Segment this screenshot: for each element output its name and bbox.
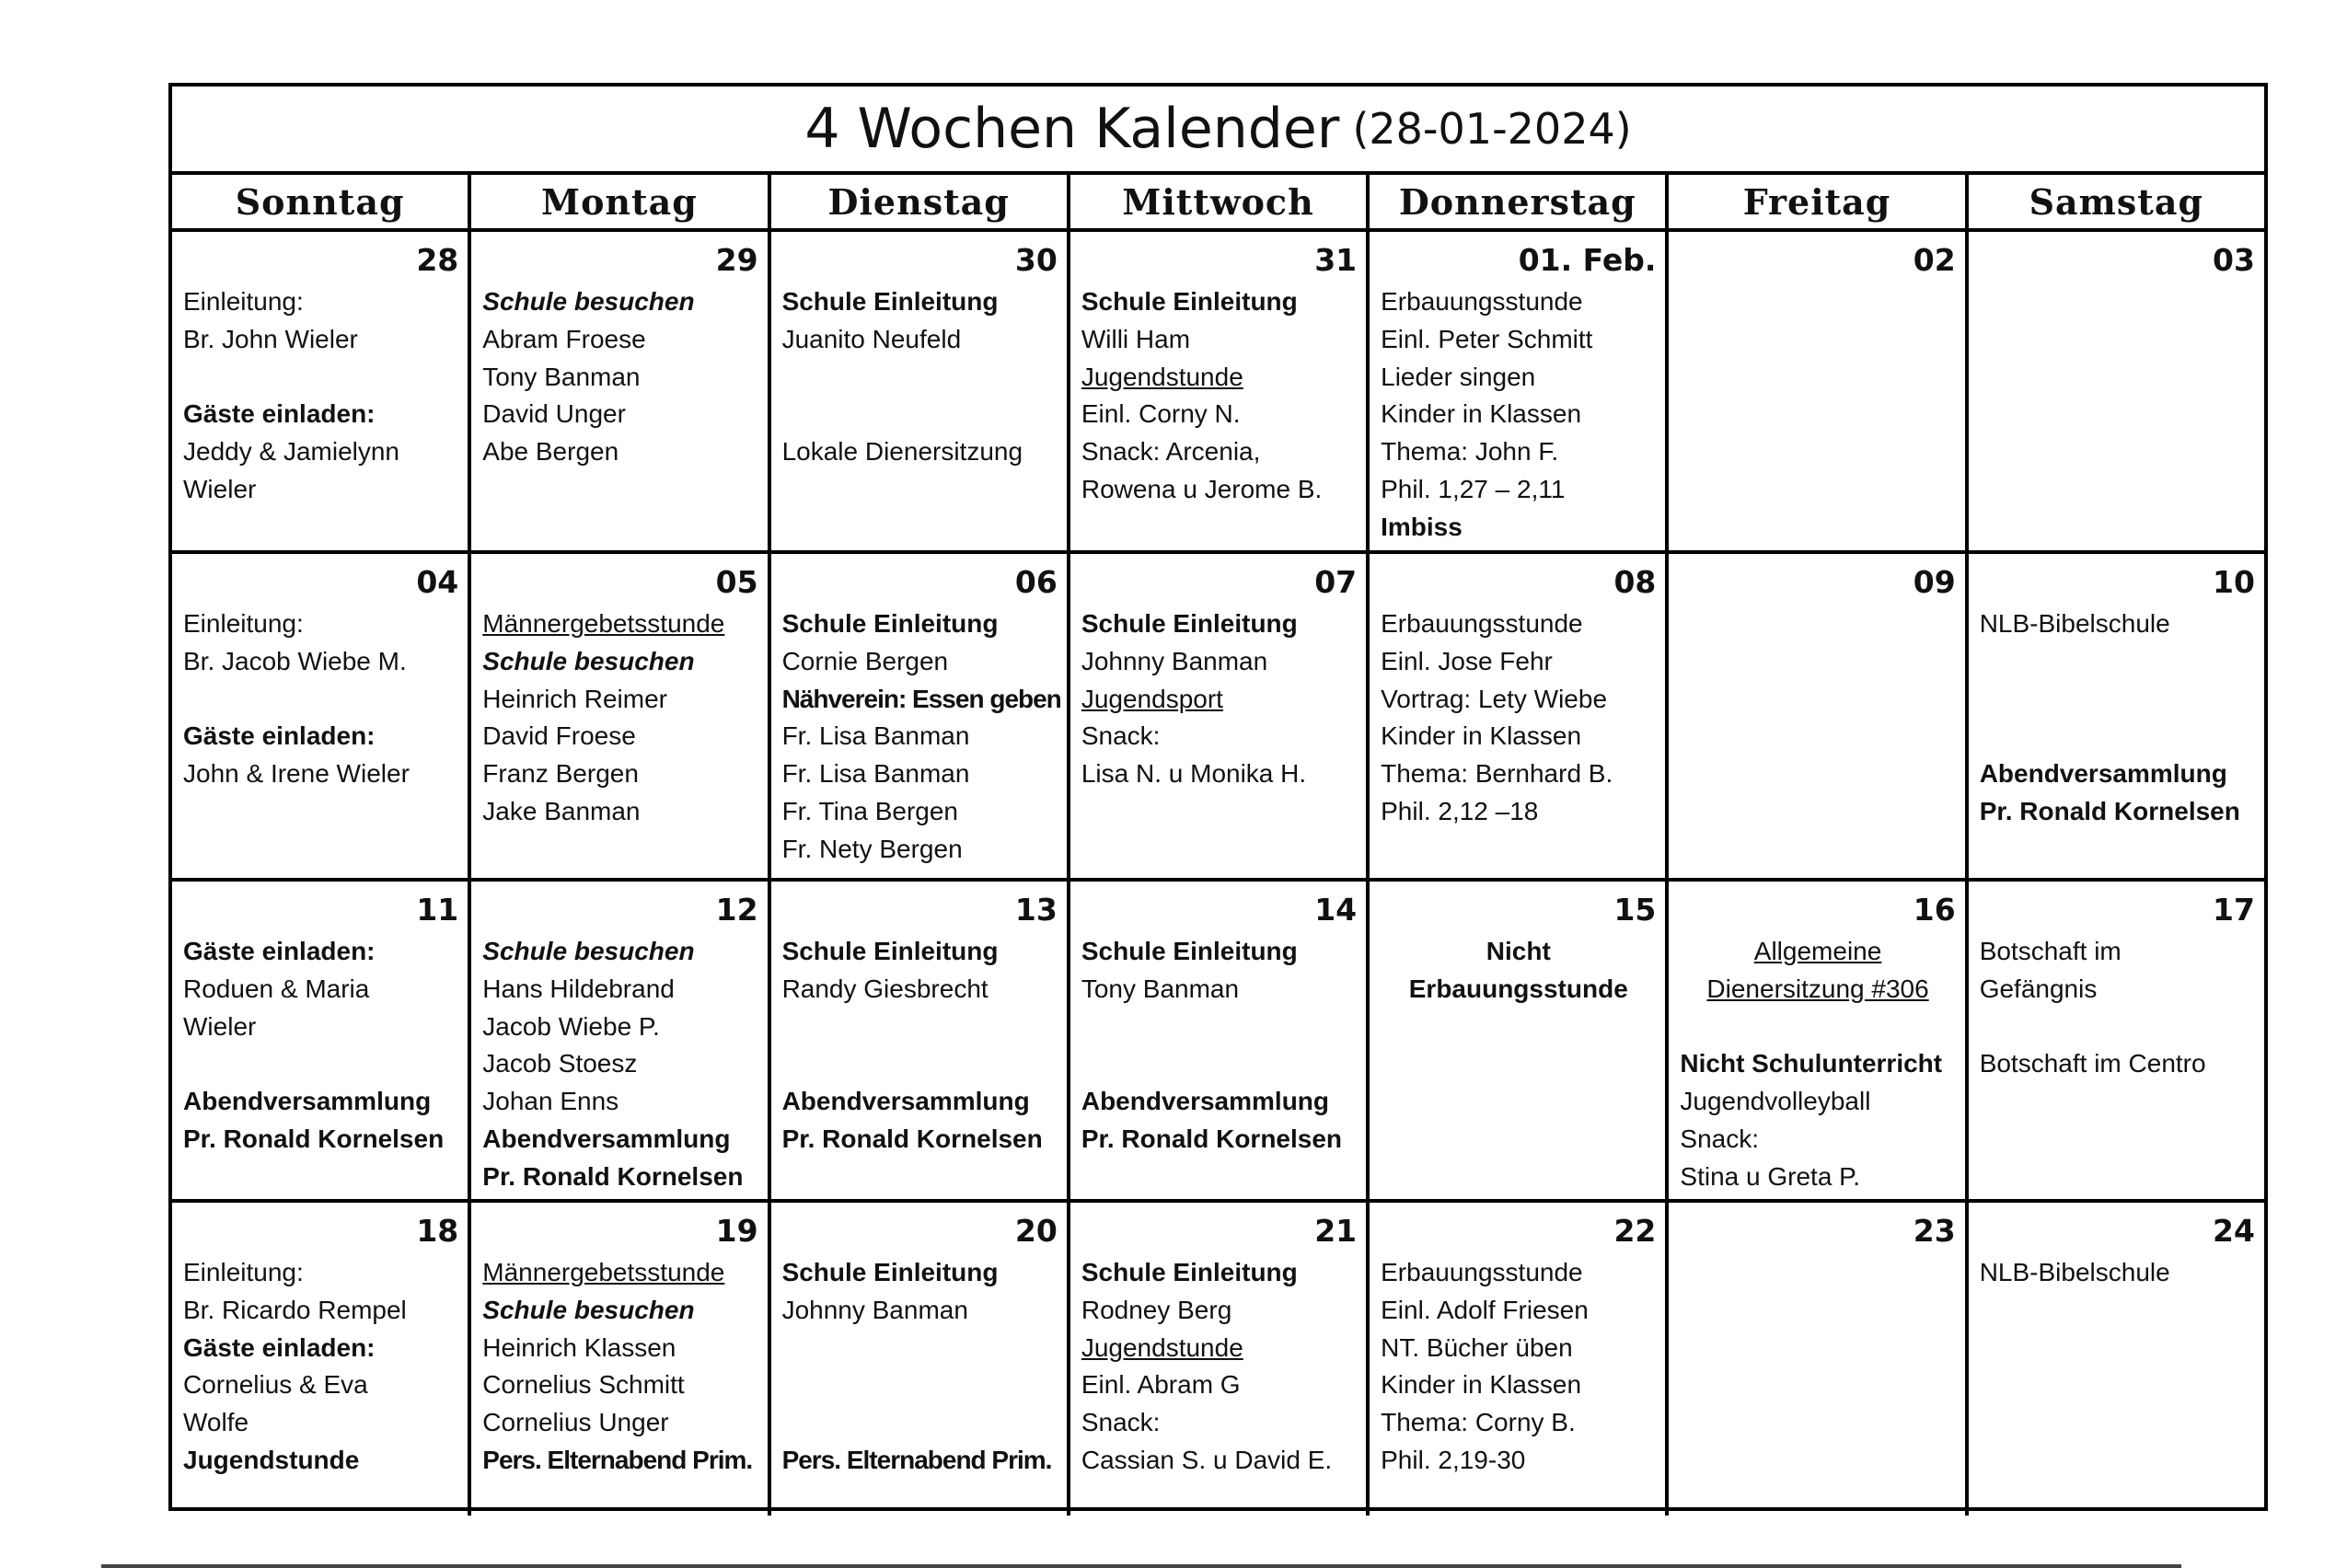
day-number: 10 (2213, 564, 2255, 600)
event-line: Pr. Ronald Kornelsen (781, 1124, 1043, 1153)
event-line: Schule besuchen (482, 646, 695, 675)
event-line: Einleitung: (183, 609, 304, 638)
event-line: Fr. Nety Bergen (781, 834, 963, 863)
day-number: 11 (416, 892, 459, 928)
day-number: 08 (1613, 564, 1657, 600)
event-line (1980, 1009, 2255, 1046)
event-line: Kinder in Klassen (1381, 399, 1582, 429)
day-number: 02 (1913, 242, 1956, 278)
event-line: Allgemeine (1753, 937, 1882, 965)
event-line: Johnny Banman (781, 1295, 968, 1324)
day-number: 16 (1913, 892, 1956, 928)
day-cell (1669, 1203, 1968, 1516)
event-line: Br. Ricardo Rempel (183, 1295, 407, 1324)
event-line: Cornelius & Eva (183, 1370, 368, 1400)
day-cell (1969, 554, 2264, 878)
event-line: Einl. Abram G (1081, 1370, 1241, 1400)
day-number: 14 (1314, 892, 1358, 928)
title-date: (28-01-2024) (1352, 104, 1632, 154)
day-cell (1070, 554, 1370, 878)
event-line: Imbiss (1381, 512, 1463, 541)
event-line: Jugendstunde (1081, 1332, 1243, 1362)
event-line: Botschaft im (1979, 937, 2122, 965)
day-number: 19 (715, 1213, 758, 1249)
day-cell (771, 882, 1070, 1199)
event-line: Juanito Neufeld (781, 324, 962, 353)
event-line: Nicht Schulunterricht (1680, 1049, 1943, 1078)
day-cell (1370, 1203, 1669, 1516)
event-line: David Unger (482, 399, 626, 429)
day-number: 03 (2213, 242, 2255, 278)
event-line: Tony Banman (1081, 974, 1240, 1003)
event-line: Snack: (1680, 1124, 1760, 1153)
day-number: 22 (1613, 1213, 1657, 1249)
day-cell (172, 882, 471, 1199)
weekday-donnerstag: Donnerstag (1370, 175, 1669, 228)
event-line: Stina u Greta P. (1680, 1161, 1861, 1191)
event-line: Willi Ham (1081, 324, 1191, 353)
day-cell (1070, 1203, 1370, 1516)
day-cell (771, 554, 1070, 878)
event-line: Botschaft im Centro (1979, 1049, 2206, 1078)
event-line: Wieler (183, 474, 257, 503)
event-line: Schule besuchen (482, 937, 695, 965)
event-line: Schule Einleitung (781, 609, 999, 638)
day-cell (1669, 554, 1968, 878)
event-line: Gefängnis (1979, 974, 2098, 1003)
event-line: Thema: Bernhard B. (1381, 759, 1613, 789)
day-number: 09 (1913, 564, 1956, 600)
weekday-montag: Montag (471, 175, 770, 228)
event-line (782, 1045, 1058, 1083)
event-line: Pr. Ronald Kornelsen (1081, 1124, 1343, 1153)
event-line: Einl. Jose Fehr (1381, 646, 1553, 675)
day-cell (1669, 232, 1968, 550)
day-cell (471, 232, 770, 550)
event-line: Jacob Stoesz (482, 1049, 638, 1078)
event-line: Kinder in Klassen (1381, 1370, 1582, 1400)
event-line: Einleitung: (183, 1258, 304, 1286)
day-cell (1969, 882, 2264, 1199)
day-cell (471, 882, 770, 1199)
event-line: Jugendsport (1081, 684, 1223, 713)
day-number: 17 (2213, 892, 2255, 928)
event-line: Fr. Lisa Banman (781, 759, 970, 789)
event-line: Schule Einleitung (1081, 937, 1298, 965)
day-number: 04 (416, 564, 459, 600)
day-cell (1370, 882, 1669, 1199)
week-row (172, 232, 2264, 554)
event-line: Einleitung: (183, 287, 304, 316)
day-number: 28 (416, 242, 459, 278)
event-line: Abendversammlung (1979, 759, 2227, 789)
event-line: Pr. Ronald Kornelsen (1979, 796, 2240, 825)
event-line: Snack: (1081, 1408, 1161, 1437)
event-line: Cassian S. u David E. (1081, 1445, 1333, 1474)
day-cell (1969, 232, 2264, 550)
event-line (782, 1009, 1058, 1046)
day-number: 29 (715, 242, 758, 278)
day-cell (1070, 882, 1370, 1199)
event-line: Gäste einladen: (183, 721, 376, 751)
event-line: Jugendstunde (183, 1445, 360, 1474)
event-line (183, 681, 458, 719)
day-cell (771, 232, 1070, 550)
event-line: Schule Einleitung (781, 1258, 999, 1286)
day-number: 20 (1014, 1213, 1058, 1249)
day-number: 21 (1314, 1213, 1358, 1249)
event-line: Schule besuchen (482, 1295, 695, 1324)
day-number: 15 (1613, 892, 1657, 928)
event-line (1081, 1045, 1357, 1083)
day-cell (1070, 232, 1370, 550)
day-number: 05 (715, 564, 758, 600)
event-line: Johnny Banman (1081, 646, 1268, 675)
event-line: Lokale Dienersitzung (781, 437, 1023, 467)
day-cell (1370, 232, 1669, 550)
event-line: Männergebetsstunde (482, 609, 725, 638)
event-line: Tony Banman (482, 362, 641, 391)
title-text: 4 Wochen Kalender (804, 97, 1340, 161)
event-line: Jugendvolleyball (1680, 1087, 1871, 1116)
event-line: Abendversammlung (482, 1124, 731, 1153)
day-number: 13 (1014, 892, 1058, 928)
event-line: Johan Enns (482, 1087, 619, 1116)
event-line (1680, 1009, 1955, 1046)
event-line: Rowena u Jerome B. (1081, 474, 1323, 503)
day-cell (1669, 882, 1968, 1199)
day-cell (471, 554, 770, 878)
event-line (782, 1366, 1058, 1404)
day-number: 01. Feb. (1518, 242, 1657, 278)
event-line (782, 1404, 1058, 1442)
event-line (782, 1330, 1058, 1367)
event-line: Jacob Wiebe P. (482, 1011, 660, 1041)
event-line: Phil. 1,27 – 2,11 (1381, 474, 1566, 503)
event-line: Nähverein: Essen geben (781, 684, 1061, 713)
day-number: 24 (2213, 1213, 2255, 1249)
event-line: Vortrag: Lety Wiebe (1381, 684, 1608, 713)
event-line (183, 359, 458, 397)
event-line: Gäste einladen: (183, 399, 376, 429)
weekday-freitag: Freitag (1669, 175, 1968, 228)
event-line (1980, 718, 2255, 755)
week-row (172, 882, 2264, 1203)
event-line: Erbauungsstunde (1381, 1258, 1583, 1286)
event-line: Schule Einleitung (1081, 287, 1298, 316)
event-line: Schule besuchen (482, 287, 695, 316)
event-line: Schule Einleitung (781, 287, 999, 316)
event-line: Hans Hildebrand (482, 974, 675, 1003)
day-cell (172, 232, 471, 550)
weekday-header-row (172, 175, 2264, 232)
event-line: Abram Froese (482, 324, 646, 353)
event-line: Pr. Ronald Kornelsen (183, 1124, 445, 1153)
day-cell (1969, 1203, 2264, 1516)
event-line: Jake Banman (482, 796, 641, 825)
weekday-sonntag: Sonntag (172, 175, 471, 228)
day-number: 06 (1014, 564, 1058, 600)
event-line: Pers. Elternabend Prim. (482, 1445, 753, 1474)
event-line: Fr. Lisa Banman (781, 721, 970, 751)
event-line: Abendversammlung (1081, 1087, 1330, 1116)
event-line: Pr. Ronald Kornelsen (482, 1161, 744, 1191)
event-line: Schule Einleitung (1081, 609, 1298, 638)
day-number: 23 (1913, 1213, 1956, 1249)
event-line: Dienersitzung #306 (1706, 974, 1929, 1003)
day-cell (1370, 554, 1669, 878)
event-line (1980, 681, 2255, 719)
day-number: 31 (1314, 242, 1358, 278)
calendar-title (172, 86, 2264, 175)
event-line: Snack: (1081, 721, 1161, 751)
event-line: Cornelius Schmitt (482, 1370, 685, 1400)
event-line: Phil. 2,12 –18 (1381, 796, 1539, 825)
event-line (782, 359, 1058, 397)
event-line: NT. Bücher üben (1381, 1332, 1573, 1362)
day-number: 07 (1314, 564, 1358, 600)
event-line (1980, 643, 2255, 681)
event-line (782, 396, 1058, 433)
event-line: Abendversammlung (781, 1087, 1030, 1116)
week-row (172, 1203, 2264, 1516)
event-line: Erbauungsstunde (1381, 609, 1583, 638)
event-line: Thema: John F. (1381, 437, 1559, 467)
event-line: Abendversammlung (183, 1087, 432, 1116)
event-line: Heinrich Klassen (482, 1332, 676, 1362)
event-line: Wieler (183, 1011, 257, 1041)
calendar (168, 83, 2268, 1511)
event-line: Erbauungsstunde (1408, 974, 1628, 1003)
event-line: Männergebetsstunde (482, 1258, 725, 1286)
event-line: Lisa N. u Monika H. (1081, 759, 1307, 789)
event-line: Einl. Corny N. (1081, 399, 1241, 429)
event-line: Nicht (1486, 937, 1551, 965)
event-line: Schule Einleitung (781, 937, 999, 965)
event-line: Thema: Corny B. (1381, 1408, 1576, 1437)
event-line: Abe Bergen (482, 437, 619, 467)
event-line: Pers. Elternabend Prim. (781, 1445, 1052, 1474)
event-line: Kinder in Klassen (1381, 721, 1582, 751)
event-line: Jugendstunde (1081, 362, 1243, 391)
week-row (172, 554, 2264, 882)
event-line: Snack: Arcenia, (1081, 437, 1261, 467)
day-number: 12 (715, 892, 758, 928)
weekday-mittwoch: Mittwoch (1070, 175, 1370, 228)
event-line: NLB-Bibelschule (1979, 609, 2170, 638)
event-line: Cornelius Unger (482, 1408, 669, 1437)
event-line: Jeddy & Jamielynn (183, 437, 400, 467)
event-line: Br. Jacob Wiebe M. (183, 646, 407, 675)
event-line: Gäste einladen: (183, 937, 376, 965)
day-cell (471, 1203, 770, 1516)
event-line: Schule Einleitung (1081, 1258, 1298, 1286)
weekday-dienstag: Dienstag (771, 175, 1070, 228)
event-line: Lieder singen (1381, 362, 1536, 391)
day-cell (172, 1203, 471, 1516)
event-line: Erbauungsstunde (1381, 287, 1583, 316)
event-line: Cornie Bergen (781, 646, 949, 675)
event-line: Br. John Wieler (183, 324, 358, 353)
day-cell (172, 554, 471, 878)
event-line: Wolfe (183, 1408, 249, 1437)
event-line (1081, 1009, 1357, 1046)
event-line: Gäste einladen: (183, 1332, 376, 1362)
event-line: David Froese (482, 721, 636, 751)
event-line: Heinrich Reimer (482, 684, 667, 713)
day-number: 30 (1014, 242, 1058, 278)
event-line (183, 1045, 458, 1083)
event-line: Einl. Adolf Friesen (1381, 1295, 1589, 1324)
event-line: John & Irene Wieler (183, 759, 410, 789)
event-line: Fr. Tina Bergen (781, 796, 958, 825)
event-line: Randy Giesbrecht (781, 974, 989, 1003)
calendar-body (172, 232, 2264, 1516)
day-number: 18 (416, 1213, 459, 1249)
event-line: Rodney Berg (1081, 1295, 1232, 1324)
event-line: Phil. 2,19-30 (1381, 1445, 1526, 1474)
weekday-samstag: Samstag (2029, 180, 2204, 223)
event-line: Einl. Peter Schmitt (1381, 324, 1593, 353)
event-line: Roduen & Maria (183, 974, 370, 1003)
event-line: NLB-Bibelschule (1979, 1258, 2170, 1286)
day-cell (771, 1203, 1070, 1516)
event-line: Franz Bergen (482, 759, 639, 789)
